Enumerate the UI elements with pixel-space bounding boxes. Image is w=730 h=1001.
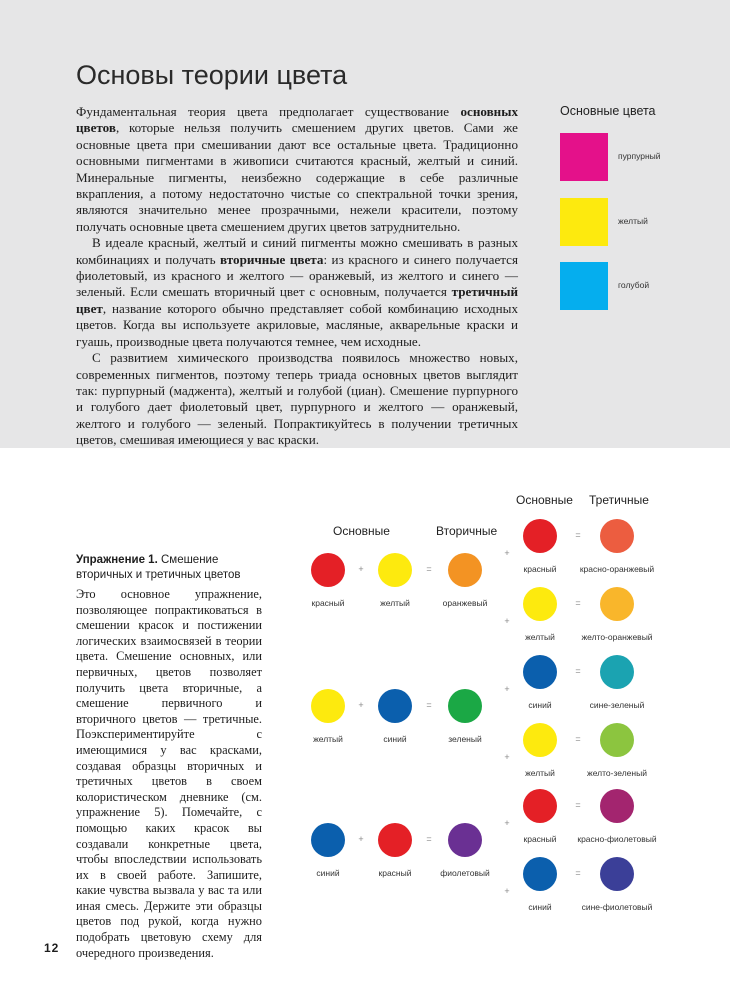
tertiary-primary-swatch-label: красный: [523, 834, 557, 844]
text-run: Фундаментальная теория цвета предполагает существование: [76, 104, 461, 119]
primary-swatch-a-label: синий: [316, 868, 340, 878]
swatch-yellow: [560, 198, 608, 246]
secondary-swatch: [448, 553, 482, 587]
header-primary-left: Основные: [333, 524, 390, 538]
exercise-number: Упражнение 1.: [76, 554, 158, 566]
tertiary-primary-swatch: [523, 723, 557, 757]
equals-sign: =: [575, 666, 581, 676]
intro-paragraph-3: [76, 350, 518, 448]
equals-sign: =: [426, 700, 432, 710]
secondary-swatch-label: фиолетовый: [440, 868, 490, 878]
equals-sign: =: [575, 868, 581, 878]
swatch-cyan: [560, 262, 608, 310]
exercise-block: [76, 553, 262, 961]
bold-term: вторичные цвета: [220, 251, 324, 267]
tertiary-primary-swatch-label: синий: [528, 902, 552, 912]
tertiary-swatch-label: желто-оранжевый: [581, 632, 653, 642]
secondary-swatch-label: зеленый: [448, 734, 482, 744]
plus-sign: +: [358, 700, 364, 710]
plus-sign: +: [504, 684, 510, 694]
plus-sign: +: [504, 616, 510, 626]
tertiary-swatch: [600, 789, 634, 823]
plus-sign: +: [504, 752, 510, 762]
secondary-swatch: [448, 689, 482, 723]
exercise-title: [76, 553, 262, 583]
header-primary-right: Основные: [516, 493, 573, 507]
tertiary-swatch: [600, 655, 634, 689]
bold-term: основных цветов: [76, 104, 518, 136]
primary-colors-title: Основные цвета: [560, 104, 656, 118]
page-number: 12: [44, 941, 60, 955]
equals-sign: =: [426, 834, 432, 844]
primary-swatch-a: [311, 553, 345, 587]
primary-swatch-a: [311, 689, 345, 723]
header-tertiary: Третичные: [589, 493, 649, 507]
swatch-label-magenta: пурпурный: [618, 151, 661, 161]
exercise-title-text: Смешение вторичных и третичных цветов: [76, 554, 241, 581]
equals-sign: =: [575, 800, 581, 810]
equals-sign: =: [575, 734, 581, 744]
tertiary-primary-swatch: [523, 655, 557, 689]
tertiary-swatch: [600, 857, 634, 891]
plus-sign: +: [504, 886, 510, 896]
tertiary-swatch: [600, 519, 634, 553]
intro-text: [76, 104, 518, 449]
tertiary-primary-swatch: [523, 789, 557, 823]
intro-paragraph-1: [76, 104, 518, 235]
equals-sign: =: [575, 530, 581, 540]
plus-sign: +: [358, 564, 364, 574]
swatch-label-yellow: желтый: [618, 216, 648, 226]
tertiary-swatch-label: сине-зеленый: [589, 700, 645, 710]
bold-term: третичный цвет: [76, 284, 518, 316]
plus-sign: +: [358, 834, 364, 844]
text-run: , которые нельзя получить смешением других цветов. Сами же основные цвета при смешивании дают все остальные цвета. Традиционно основными пигментами в живописи считаются красный, желтый и синий. Минеральные пигменты, неизбежно содержащие в себе различные вкрапления, а потому недостаточно чистые со спектральной точки зрения, являются значительно менее прозрачными, нежели красители, поэтому получать основные цвета смешением других цветов затруднительно.: [76, 120, 518, 234]
intro-paragraph-2: [76, 235, 518, 350]
primary-swatch-b-label: красный: [378, 868, 412, 878]
text-run: С развитием химического производства появилось множество новых, современных пигментов, поэтому теперь триада основных цветов выглядит так: пурпурный (маджента), желтый и голубой (циан). Смешение пурпурного и голубого дает фиолетовый цвет, пурпурного и желтого — оранжевый, желтого и голубого — зеленый. Попрактикуйтесь в получении третичных цветов, смешивая имеющиеся у вас краски.: [76, 350, 518, 448]
tertiary-primary-swatch-label: красный: [523, 564, 557, 574]
swatch-magenta: [560, 133, 608, 181]
primary-swatch-b-label: желтый: [380, 598, 410, 608]
tertiary-primary-swatch-label: синий: [528, 700, 552, 710]
equals-sign: =: [575, 598, 581, 608]
tertiary-swatch-label: желто-зеленый: [587, 768, 647, 778]
secondary-swatch: [448, 823, 482, 857]
primary-swatch-a: [311, 823, 345, 857]
page-title: Основы теории цвета: [76, 60, 348, 90]
header-secondary: Вторичные: [436, 524, 498, 538]
swatch-label-cyan: голубой: [618, 280, 650, 290]
tertiary-primary-swatch-label: желтый: [525, 768, 555, 778]
tertiary-primary-swatch: [523, 857, 557, 891]
equals-sign: =: [426, 564, 432, 574]
secondary-swatch-label: оранжевый: [442, 598, 488, 608]
primary-swatch-a-label: красный: [311, 598, 345, 608]
tertiary-primary-swatch-label: желтый: [525, 632, 555, 642]
text-run: : из красного и синего получается фиолетовый, из красного и желтого — оранжевый, из желтого и синего — зеленый. Если смешать вторичный цвет с основным, получается: [76, 251, 518, 300]
tertiary-swatch-label: красно-фиолетовый: [577, 834, 657, 844]
tertiary-primary-swatch: [523, 587, 557, 621]
plus-sign: +: [504, 548, 510, 558]
primary-swatch-b: [378, 553, 412, 587]
primary-swatch-b: [378, 689, 412, 723]
tertiary-swatch: [600, 723, 634, 757]
text-run: В идеале красный, желтый и синий пигменты можно смешивать в разных комбинациях и получать: [76, 235, 518, 267]
tertiary-swatch-label: красно-оранжевый: [579, 564, 655, 574]
tertiary-primary-swatch: [523, 519, 557, 553]
tertiary-swatch-label: сине-фиолетовый: [581, 902, 653, 912]
tertiary-swatch: [600, 587, 634, 621]
plus-sign: +: [504, 818, 510, 828]
primary-swatch-a-label: желтый: [313, 734, 343, 744]
text-run: , название которого обычно представляет собой комбинацию исходных цветов. Когда вы используете акриловые, масляные, акварельные краски и гуашь, производные цвета получаются темнее, чем исходные.: [76, 300, 518, 349]
primary-swatch-b: [378, 823, 412, 857]
exercise-body: Это основное упражнение, позволяющее попрактиковаться в смешении красок и постижении логических взаимосвязей в теории цвета. Смешение основных, или первичных, цветов позволяет получить цвета вторичные, а смешение первичного и вторичного цветов — третичные. Поэкспериментируйте с имеющимися у вас красками, создавая образцы вторичных и третичных цветов в своем колористическом дневнике (см. упражнение 5). Помечайте, с помощью каких красок вы создавали конкретные цвета, чтобы впоследствии использовать их в своей работе. Запишите, какие чувства вызвала у вас та или иная смесь. Держите эти образцы цветов под рукой, когда нужно подобрать цветовую схему для очередного произведения.: [76, 587, 262, 960]
primary-swatch-b-label: синий: [383, 734, 407, 744]
